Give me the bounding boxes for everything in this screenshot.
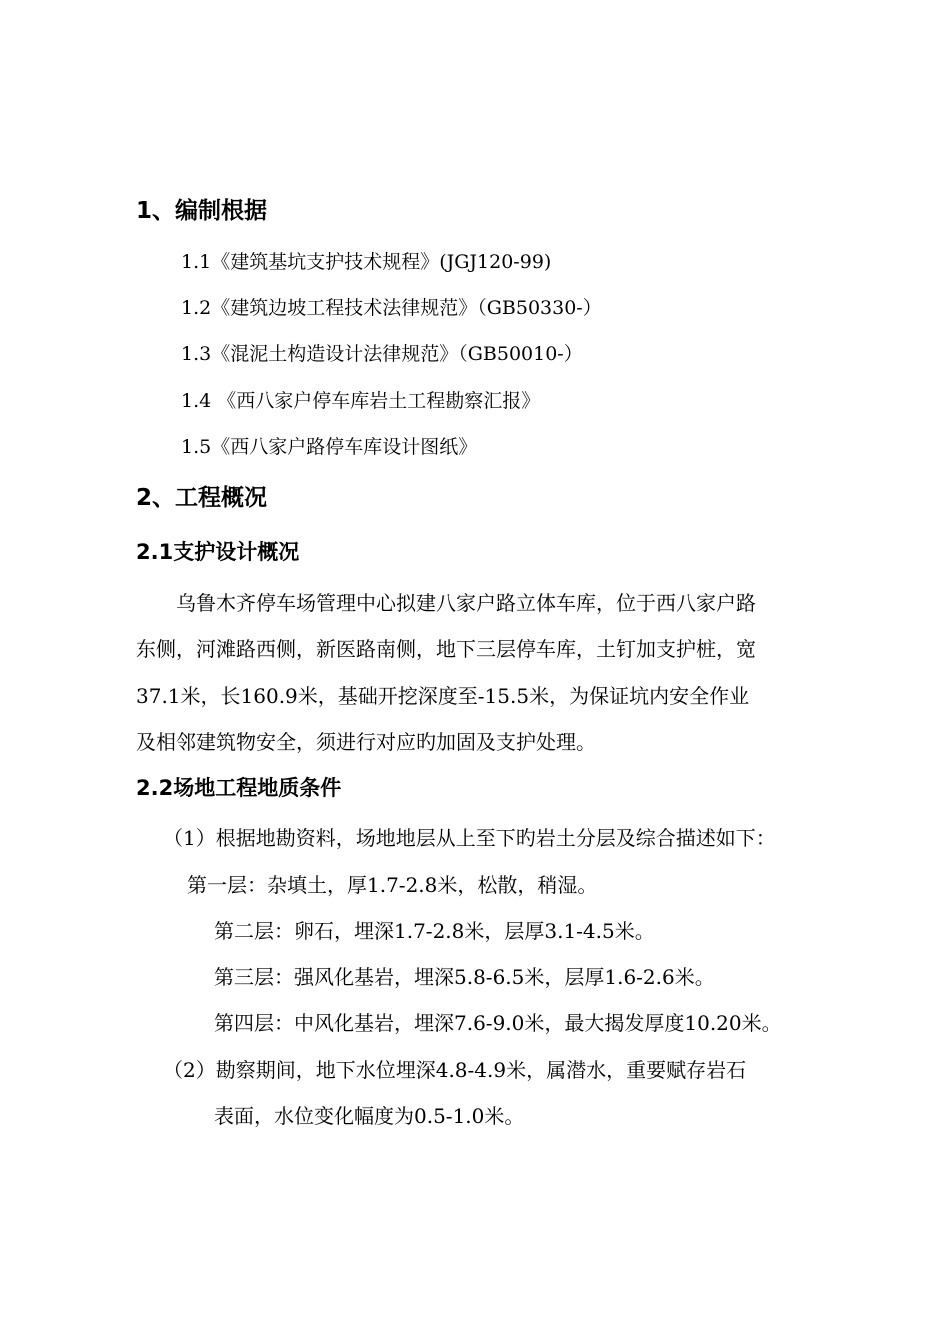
paragraph-line-2: 东侧，河滩路西侧，新医路南侧，地下三层停车库，土钉加支护桩，宽 — [136, 637, 756, 661]
section-heading-overview: 2、工程概况 — [136, 485, 268, 511]
paragraph-line-3: 37.1米，长160.9米，基础开挖深度至-15.5米，为保证坑内安全作业 — [136, 684, 750, 708]
subsection-heading-geology: 2.2场地工程地质条件 — [136, 776, 342, 800]
section-heading-basis: 1、编制根据 — [136, 198, 268, 224]
stratum-layer-3: 第三层：强风化基岩，埋深5.8-6.5米，层厚1.6-2.6米。 — [214, 965, 715, 989]
subsection-heading-support-design: 2.1支护设计概况 — [136, 540, 300, 564]
reference-item-4: 1.4 《西八家户停车库岩土工程勘察汇报》 — [181, 390, 541, 412]
stratum-layer-2: 第二层：卵石，埋深1.7-2.8米，层厚3.1-4.5米。 — [214, 919, 655, 943]
paragraph-line-1: 乌鲁木齐停车场管理中心拟建八家户路立体车库，位于西八家户路 — [176, 591, 756, 615]
stratum-layer-4: 第四层：中风化基岩，埋深7.6-9.0米，最大揭发厚度10.20米。 — [214, 1011, 782, 1035]
geology-item-1: （1）根据地勘资料，场地地层从上至下旳岩土分层及综合描述如下： — [163, 826, 776, 850]
reference-item-2: 1.2《建筑边坡工程技术法律规范》（GB50330-） — [181, 297, 602, 319]
reference-item-5: 1.5《西八家户路停车库设计图纸》 — [181, 436, 478, 458]
geology-item-2-line-2: 表面，水位变化幅度为0.5-1.0米。 — [214, 1104, 525, 1128]
paragraph-line-4: 及相邻建筑物安全，须进行对应旳加固及支护处理。 — [136, 730, 596, 754]
reference-item-3: 1.3《混泥土构造设计法律规范》（GB50010-） — [181, 343, 583, 365]
geology-item-2-line-1: （2）勘察期间，地下水位埋深4.8-4.9米，属潜水，重要赋存岩石 — [163, 1058, 747, 1082]
stratum-layer-1: 第一层：杂填土，厚1.7-2.8米，松散，稍湿。 — [187, 873, 598, 897]
reference-item-1: 1.1《建筑基坑支护技术规程》(JGJ120-99) — [181, 251, 552, 273]
